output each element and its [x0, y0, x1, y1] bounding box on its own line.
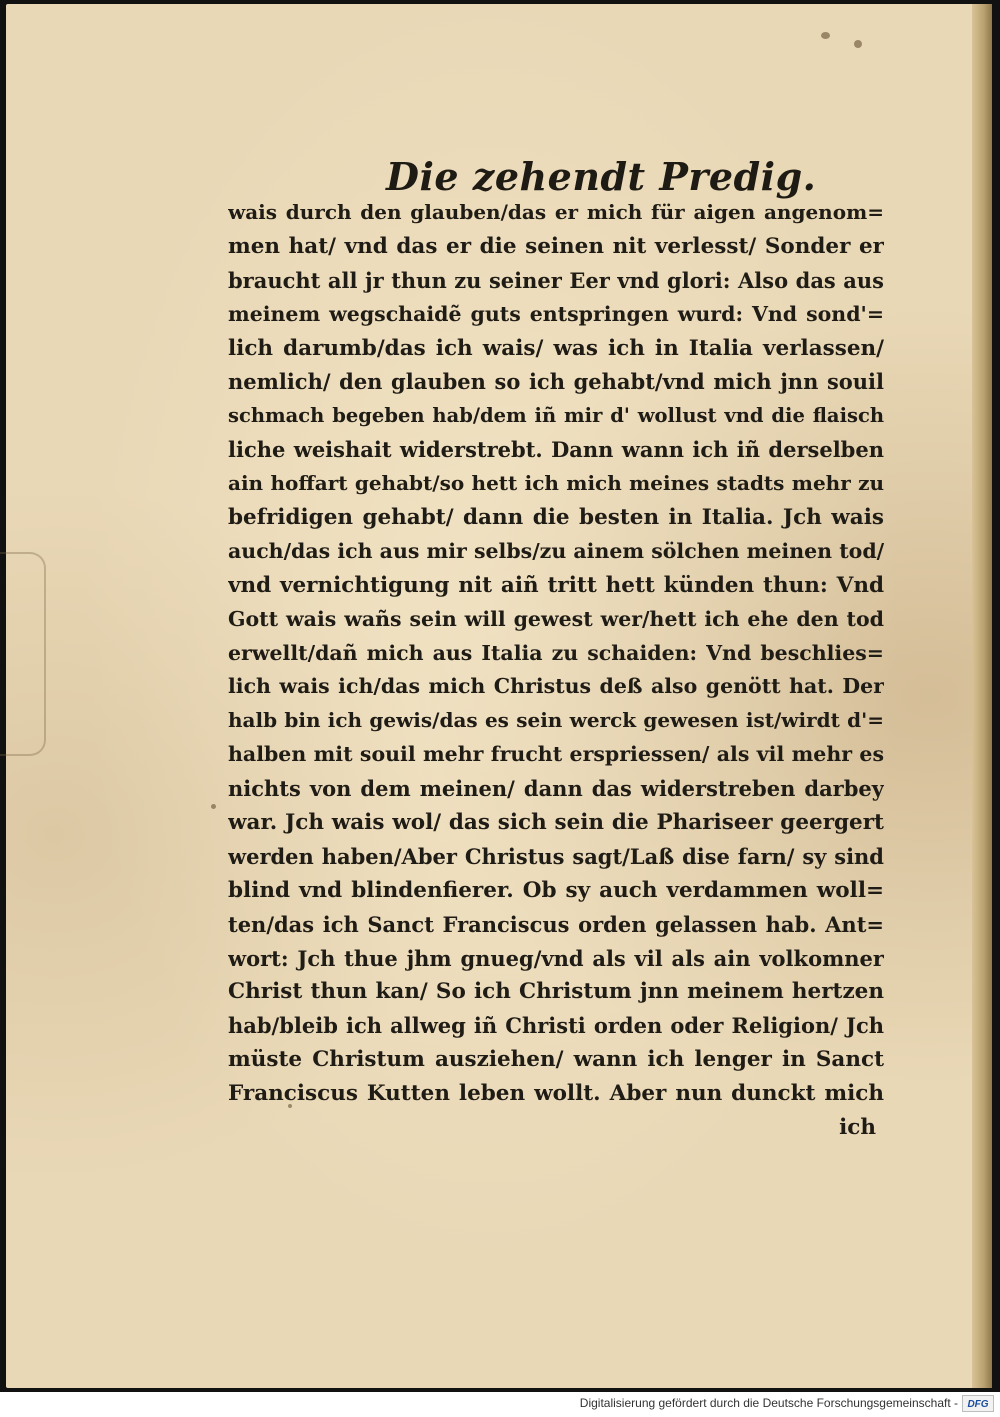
dfg-logo: DFG	[962, 1395, 994, 1412]
footer-bar	[0, 1392, 1000, 1417]
text-line: wais durch den glauben/das er mich für aigen angenom=	[228, 200, 884, 224]
catchword: ich	[839, 1115, 876, 1141]
text-line: vnd vernichtigung nit aiñ tritt hett künden thun: Vnd	[228, 572, 884, 598]
bookmark-impression	[0, 552, 46, 756]
text-line: erwellt/dañ mich aus Italia zu schaiden: Vnd beschlies=	[228, 640, 884, 665]
ink-spot	[821, 32, 830, 39]
text-line: auch/das ich aus mir selbs/zu ainem sölchen meinen tod/	[228, 538, 884, 563]
text-line: halb bin ich gewis/das es sein werck gewesen ist/wirdt d'=	[228, 708, 884, 733]
text-line: befridigen gehabt/ dann die besten in Italia. Jch wais	[228, 505, 884, 531]
text-line: Christ thun kan/ So ich Christum jnn meinem hertzen	[228, 979, 884, 1005]
text-line: schmach begeben hab/dem iñ mir d' wollust vnd die flaisch	[228, 404, 884, 428]
text-line: müste Christum ausziehen/ wann ich lenger in Sanct	[228, 1047, 884, 1073]
text-line: blind vnd blindenfierer. Ob sy auch verdammen woll=	[228, 877, 884, 903]
text-line: ten/das ich Sanct Franciscus orden gelassen hab. Ant=	[228, 911, 884, 937]
text-line: braucht all jr thun zu seiner Eer vnd glori: Also das aus	[228, 267, 884, 293]
text-line: lich darumb/das ich wais/ was ich in Italia verlassen/	[228, 335, 884, 361]
running-title: Die zehendt Predig.	[386, 154, 817, 199]
text-line: halben mit souil mehr frucht erspriessen/ als vil mehr es	[228, 742, 884, 767]
page-edge	[972, 4, 992, 1388]
text-line: wort: Jch thue jhm gnueg/vnd als vil als ain volkomner	[228, 945, 884, 971]
text-line: war. Jch wais wol/ das sich sein die Phariseer geergert	[228, 810, 884, 836]
ink-spot	[211, 804, 216, 809]
text-line: men hat/ vnd das er die seinen nit verlesst/ Sonder er	[228, 233, 884, 259]
text-line: hab/bleib ich allweg iñ Christi orden oder Religion/ Jch	[228, 1013, 884, 1039]
body-text	[228, 196, 884, 1145]
text-line: lich wais ich/das mich Christus deß also genött hat. Der	[228, 674, 884, 699]
funding-credit: Digitalisierung gefördert durch die Deutsche Forschungsgemeinschaft -	[579, 1396, 958, 1410]
text-line: meinem wegschaidẽ guts entspringen wurd: Vnd sond'=	[228, 301, 884, 326]
ink-spot	[854, 40, 862, 48]
text-line: ain hoffart gehabt/so hett ich mich meines stadts mehr zu	[228, 471, 884, 496]
text-line: werden haben/Aber Christus sagt/Laß dise farn/ sy sind	[228, 843, 884, 869]
text-line: nichts von dem meinen/ dann das widerstreben darbey	[228, 776, 884, 802]
text-line: nemlich/ den glauben so ich gehabt/vnd mich jnn souil	[228, 369, 884, 395]
text-line: Gott wais wañs sein will gewest wer/hett ich ehe den tod	[228, 606, 884, 631]
text-line: Franciscus Kutten leben wollt. Aber nun dunckt mich	[228, 1081, 884, 1107]
text-line: liche weishait widerstrebt. Dann wann ich iñ derselben	[228, 437, 884, 463]
